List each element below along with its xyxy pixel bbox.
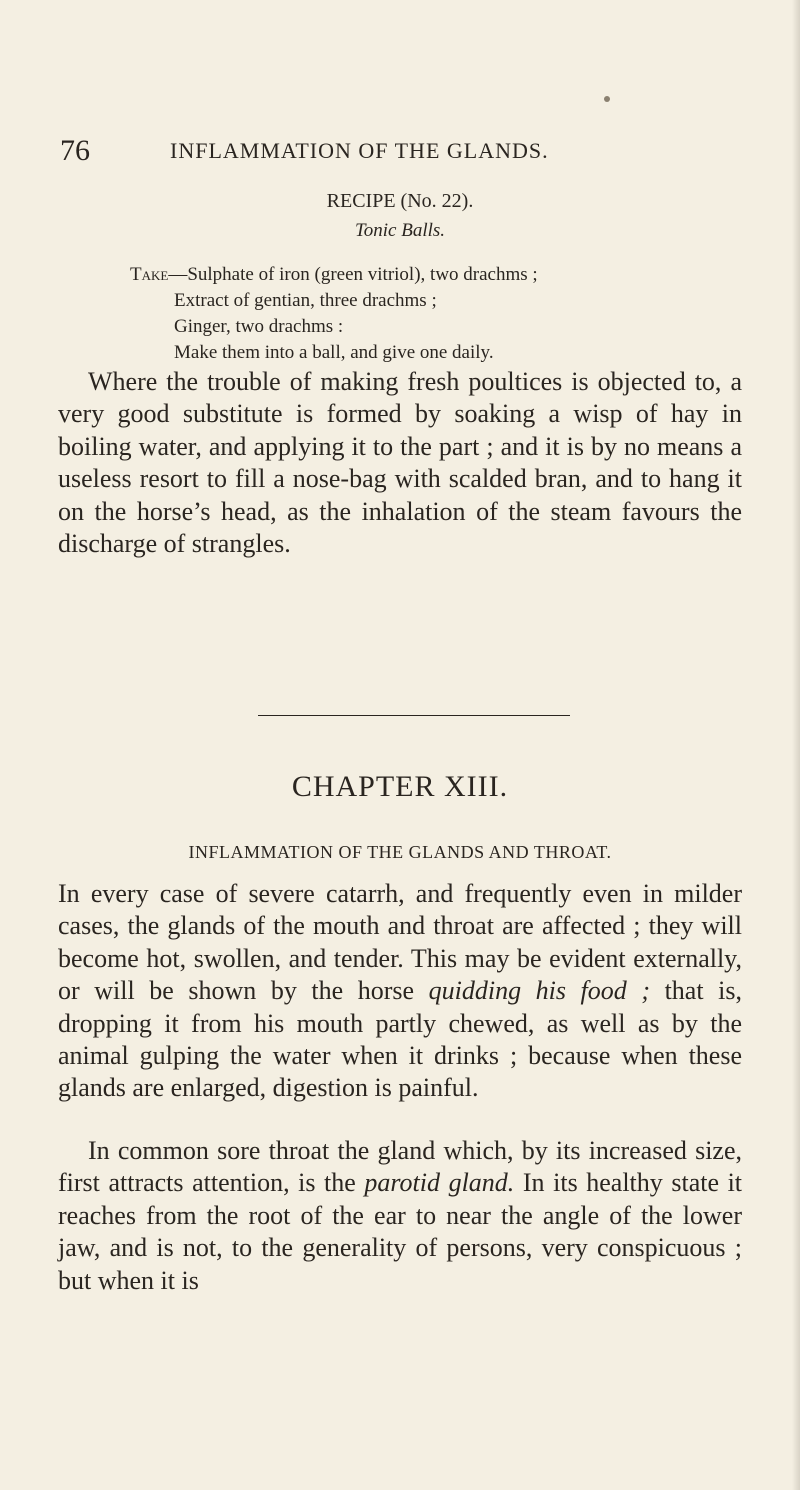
paragraph3-text-1: In common sore throat the gland which, by its increased size, first attracts attention, is the <box>58 1136 742 1198</box>
recipe-line-1 <box>130 262 538 288</box>
parotid-paragraph <box>58 1135 742 1297</box>
ink-speck <box>604 96 610 102</box>
take-word: Take <box>130 264 169 285</box>
chapter-opening-paragraph <box>58 878 742 1105</box>
recipe-line-4: Make them into a ball, and give one daily. <box>174 342 494 363</box>
recipe-title: RECIPE (No. 22). <box>326 190 474 212</box>
running-head <box>60 134 620 168</box>
chapter-heading: CHAPTER XIII. <box>291 770 509 803</box>
recipe-line-3: Ginger, two drachms : <box>174 316 344 337</box>
recipe-subtitle: Tonic Balls. <box>354 220 446 241</box>
paragraph3-italic: parotid gland. <box>364 1168 515 1198</box>
paragraph3-text-2: In its healthy state it reaches from the root of the ear to near the angle of the lower jaw, and is not, to the generality of persons, very conspicuous ; but when it is <box>58 1168 743 1295</box>
paragraph2-text-1: every case of severe catarrh, and frequently even in milder cases, the glands of the mouth and throat are affected ; they will become hot, swollen, and tender. This may be evident externally, or will be shown by the horse <box>58 879 742 1006</box>
paragraph2-text-2: that is, dropping it from his mouth partly chewed, as well as by the animal gulping the water when it drinks ; because when these glands are enlarged, digestion is painful. <box>58 976 742 1103</box>
chapter-subheading: INFLAMMATION OF THE GLANDS AND THROAT. <box>188 842 612 862</box>
dropcap: In <box>58 879 80 908</box>
paragraph2-italic: quidding his food ; <box>428 976 651 1006</box>
section-divider <box>258 715 570 716</box>
running-head-title: INFLAMMATION OF THE GLANDS. <box>170 138 549 163</box>
recipe-line-2: Extract of gentian, three drachms ; <box>174 290 437 311</box>
recipe-ingredients <box>130 262 538 366</box>
recipe-line-1-text: —Sulphate of iron (green vitriol), two drachms ; <box>168 264 538 285</box>
poultice-paragraph: Where the trouble of making fresh poultices is objected to, a very good substitute is formed by soaking a wisp of hay in boiling water, and applying it to the part ; and it is by no means a useless resort to fill a nose-bag with scalded bran, and to hang it on the horse’s head, as the inhalation of the steam favours the discharge of strangles. <box>58 367 742 559</box>
page-number: 76 <box>60 134 90 167</box>
